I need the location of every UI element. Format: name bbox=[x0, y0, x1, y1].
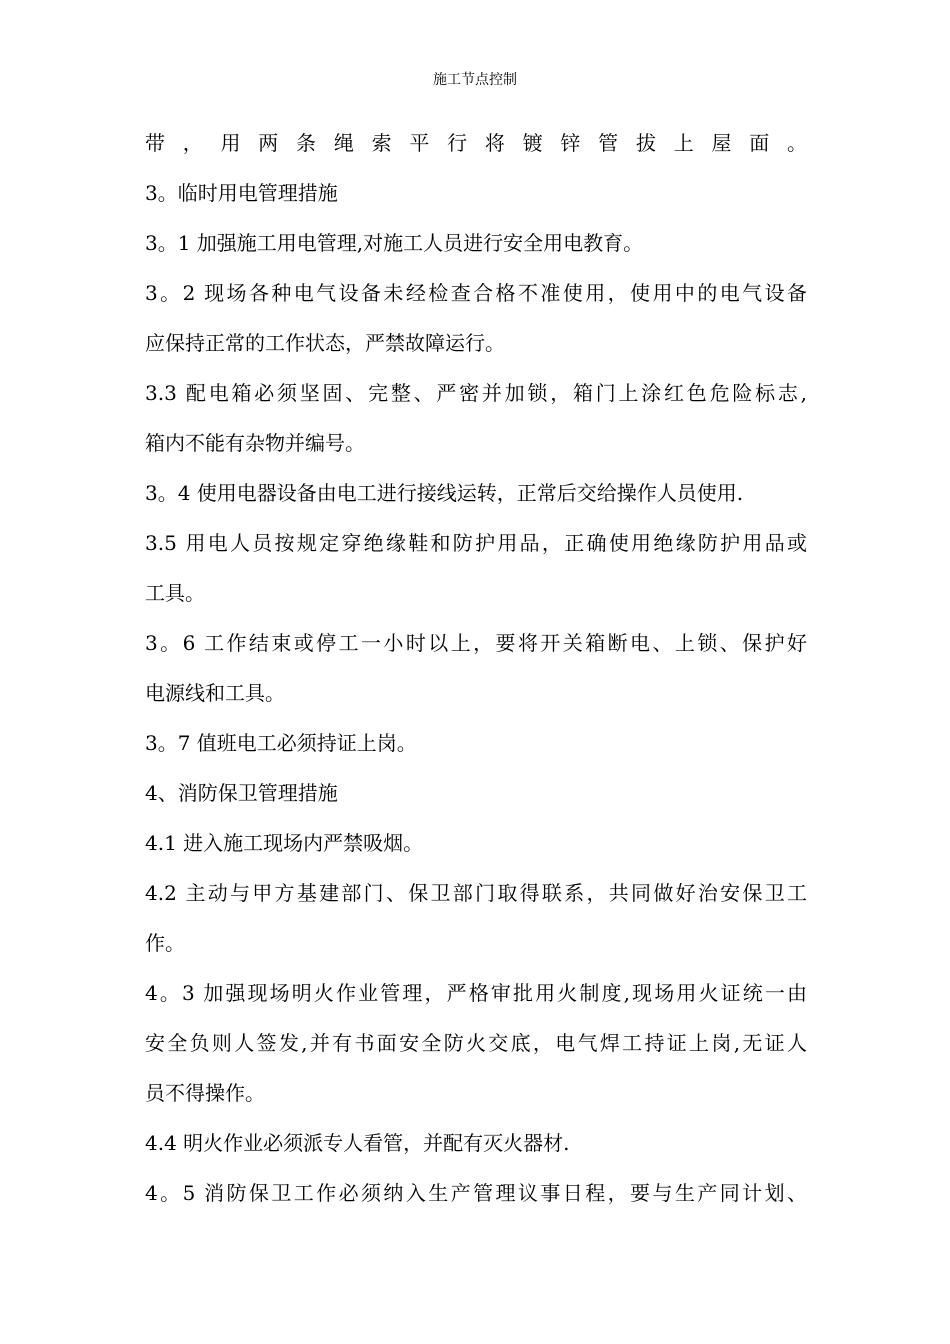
text-line: 3.5 用电人员按规定穿绝缘鞋和防护用品，正确使用绝缘防护用品或 bbox=[145, 531, 807, 555]
text-line: 应保持正常的工作状态，严禁故障运行。 bbox=[145, 331, 505, 355]
text-line: 4.1 进入施工现场内严禁吸烟。 bbox=[145, 831, 424, 855]
body-text bbox=[145, 118, 807, 1218]
section-heading: 3。临时用电管理措施 bbox=[145, 181, 338, 205]
text-line: 作。 bbox=[145, 931, 185, 955]
section-heading: 4、消防保卫管理措施 bbox=[145, 781, 338, 805]
text-line: 3.3 配电箱必须坚固、完整、严密并加锁，箱门上涂红色危险标志, bbox=[145, 381, 807, 405]
text-line: 4.2 主动与甲方基建部门、保卫部门取得联系，共同做好治安保卫工 bbox=[145, 881, 807, 905]
text-line: 3。6 工作结束或停工一小时以上，要将开关箱断电、上锁、保护好 bbox=[145, 631, 807, 655]
text-line: 安全负则人签发,并有书面安全防火交底，电气焊工持证上岗,无证人 bbox=[145, 1031, 807, 1055]
text-line: 工具。 bbox=[145, 581, 205, 605]
text-line: 电源线和工具。 bbox=[145, 681, 285, 705]
text-line: 3。4 使用电器设备由电工进行接线运转，正常后交给操作人员使用. bbox=[145, 481, 744, 505]
text-line: 3。7 值班电工必须持证上岗。 bbox=[145, 731, 417, 755]
text-line: 箱内不能有杂物并编号。 bbox=[145, 431, 365, 455]
text-line: 带，用两条绳索平行将镀锌管拔上屋面。 bbox=[145, 131, 807, 155]
text-line: 员不得操作。 bbox=[145, 1081, 265, 1105]
text-line: 3。1 加强施工用电管理,对施工人员进行安全用电教育。 bbox=[145, 231, 644, 255]
text-line: 4。5 消防保卫工作必须纳入生产管理议事日程，要与生产同计划、 bbox=[145, 1181, 807, 1205]
text-line: 4.4 明火作业必须派专人看管，并配有灭火器材. bbox=[145, 1131, 570, 1155]
page-header: 施工节点控制 bbox=[433, 72, 517, 88]
text-line: 3。2 现场各种电气设备未经检查合格不准使用，使用中的电气设备 bbox=[145, 281, 807, 305]
text-line: 4。3 加强现场明火作业管理，严格审批用火制度,现场用火证统一由 bbox=[145, 981, 807, 1005]
